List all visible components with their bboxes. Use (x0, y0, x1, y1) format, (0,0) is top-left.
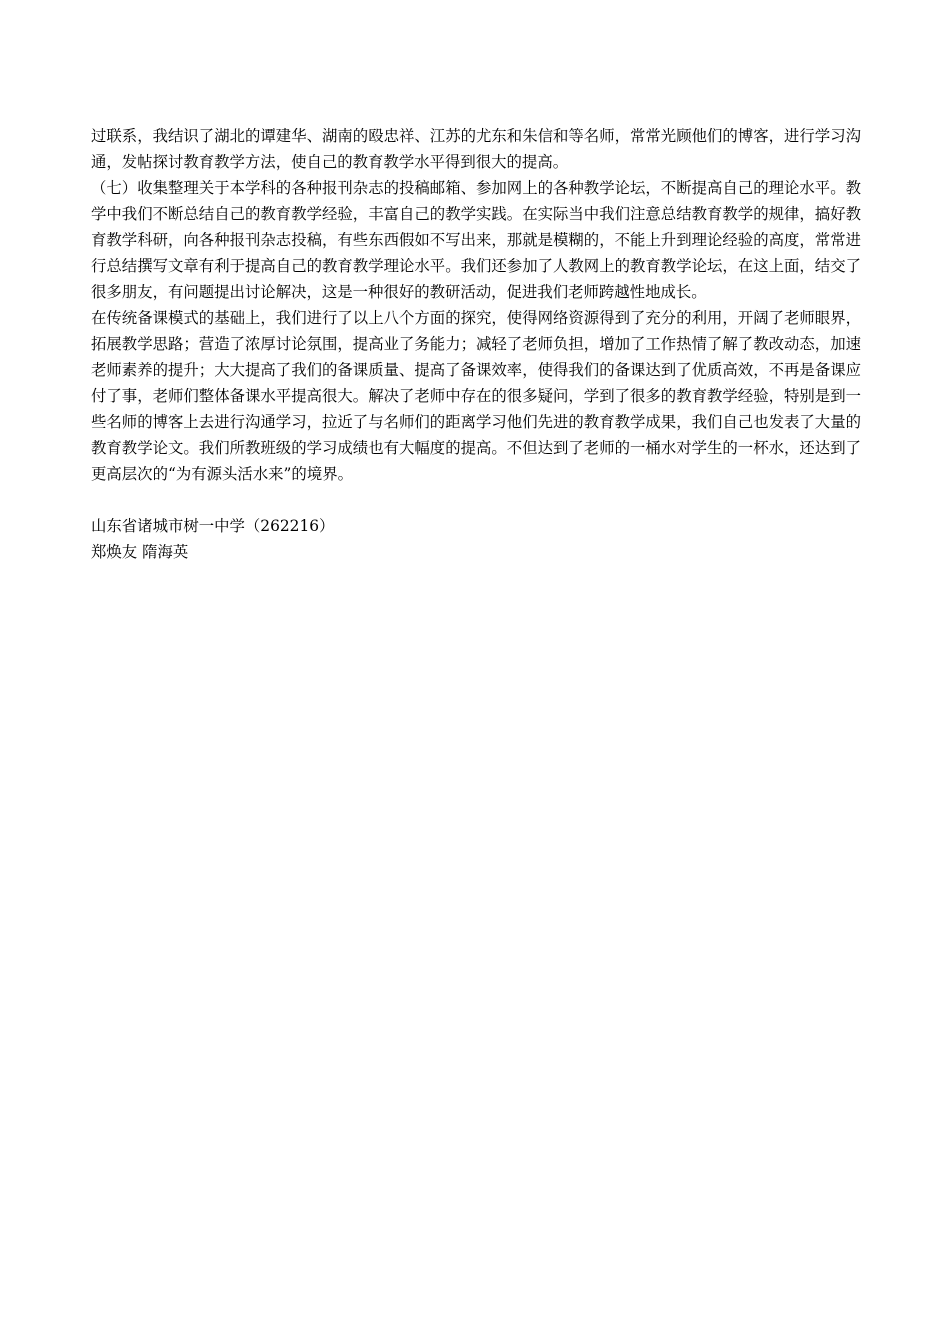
author-names: 郑焕友 隋海英 (91, 543, 189, 561)
paragraph-section-seven: （七）收集整理关于本学科的各种报刊杂志的投稿邮箱、参加网上的各种教学论坛，不断提高自己的理论水平。教学中我们不断总结自己的教育教学经验，丰富自己的教学实践。在实际当中我们注意总结教育教学的规律，搞好教育教学科研，向各种报刊杂志投稿，有些东西假如不写出来，那就是模糊的，不能上升到理论经验的高度，常常进行总结撰写文章有利于提高自己的教育教学理论水平。我们还参加了人教网上的教育教学论坛，在这上面，结交了很多朋友，有问题提出讨论解决，这是一种很好的教研活动，促进我们老师跨越性地成长。 (91, 179, 861, 301)
paragraph-blog-contacts: 过联系，我结识了湖北的谭建华、湖南的殴忠祥、江苏的尤东和朱信和等名师，常常光顾他们的博客，进行学习沟通，发帖探讨教育教学方法，使自己的教育教学水平得到很大的提高。 (91, 127, 861, 171)
paragraph-conclusion: 在传统备课模式的基础上，我们进行了以上八个方面的探究，使得网络资源得到了充分的利用，开阔了老师眼界，拓展教学思路；营造了浓厚讨论氛围，提高业了务能力；减轻了老师负担，增加了工作热情了解了教改动态，加速老师素养的提升；大大提高了我们的备课质量、提高了备课效率，使得我们的备课达到了优质高效，不再是备课应付了事，老师们整体备课水平提高很大。解决了老师中存在的很多疑问，学到了很多的教育教学经验，特别是到一些名师的博客上去进行沟通学习，拉近了与名师们的距离学习他们先进的教育教学成果，我们自己也发表了大量的教育教学论文。我们所教班级的学习成绩也有大幅度的提高。不但达到了老师的一桶水对学生的一杯水，还达到了更高层次的“为有源头活水来”的境界。 (91, 309, 861, 483)
school-name: 山东省诸城市树一中学（262216） (91, 517, 335, 535)
blank-line (91, 487, 861, 513)
document-page (91, 123, 861, 565)
